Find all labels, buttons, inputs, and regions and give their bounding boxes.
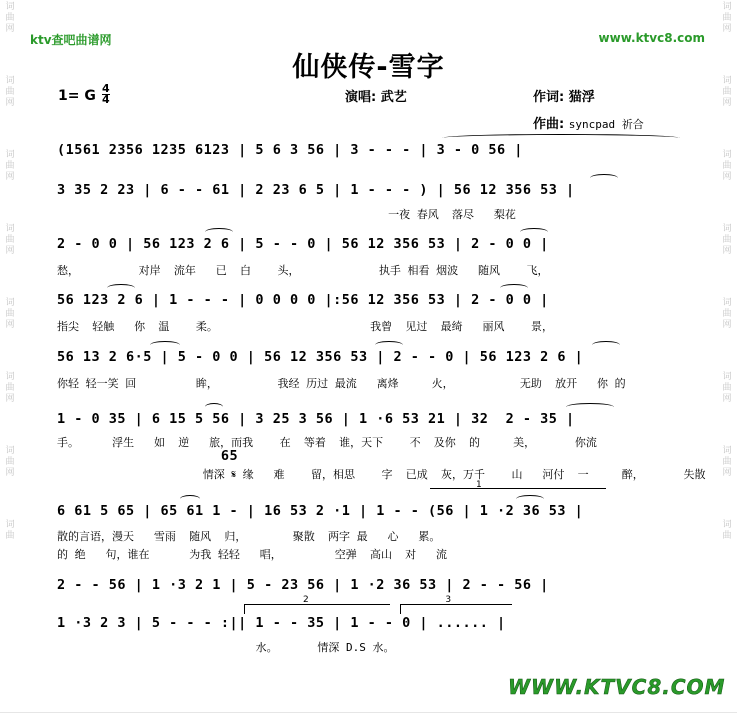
lyric-row-3: 愁， 对岸 流年 已 白 头， 执手 相看 烟波 随风 飞， — [57, 264, 549, 277]
score-row-5: 56 13 2 6·5 | 5 - 0 0 | 56 12 356 53 | 2 - - 0 | 56 123 2 6 | — [57, 349, 584, 365]
side-watermark-char: 词 — [722, 2, 732, 12]
side-watermark-char: 网 — [722, 468, 732, 478]
score-row-6b: 65 — [57, 448, 239, 464]
side-watermark-char: 曲 — [722, 13, 732, 23]
side-watermark-char: 词 — [5, 2, 15, 12]
side-watermark-char: 曲 — [722, 87, 732, 97]
score-row-6: 1 - 0 35 | 6 15 5 56 | 3 25 3 56 | 1 ·6 53 21 | 32 2 - 35 | — [57, 411, 575, 427]
score-row-9: 1 ·3 2 3 | 5 - - - :|| 1 - - 35 | 1 - - 0 | ...... | — [57, 615, 506, 631]
side-watermark-char: 网 — [5, 24, 15, 34]
score-row-7: 6 61 5 65 | 65 61 1 - | 16 53 2 ·1 | 1 - - (56 | 1 ·2 36 53 | — [57, 503, 584, 519]
side-watermark-char: 网 — [5, 320, 15, 330]
side-watermark-char: 词 — [722, 520, 732, 530]
side-watermark-char: 曲 — [722, 161, 732, 171]
tie-arc — [520, 228, 548, 236]
volta-label-3: 3 — [445, 595, 452, 605]
side-watermark-char: 网 — [5, 172, 15, 182]
side-watermark-char: 词 — [5, 298, 15, 308]
volta-bracket-2 — [244, 595, 390, 614]
side-watermark-char: 词 — [722, 150, 732, 160]
time-denominator: 4 — [102, 93, 110, 106]
volta-label-1: 1 — [476, 480, 482, 490]
tie-arc — [150, 341, 180, 349]
lyric-row-7b: 的 绝 句，谁在 为我 轻轻 唱， 空弹 高山 对 流 — [57, 548, 448, 561]
phrase-line — [430, 488, 606, 489]
side-watermark-char: 曲 — [5, 531, 15, 541]
side-watermark-char: 曲 — [722, 309, 732, 319]
side-watermark-left — [2, 0, 18, 721]
singer-credit: 演唱: 武艺 — [345, 90, 407, 105]
lyric-row-9: 水。 情深 D.S 水。 — [57, 641, 395, 654]
key-signature: 1= G — [58, 88, 96, 104]
lyric-row-4: 指尖 轻触 你 温 柔。 我曾 见过 最绮 丽风 景， — [57, 320, 554, 333]
side-watermark-char: 词 — [722, 446, 732, 456]
side-watermark-char: 网 — [5, 468, 15, 478]
tie-arc — [180, 495, 200, 503]
side-watermark-char: 网 — [722, 394, 732, 404]
bottom-watermark: WWW.KTVC8.COM — [508, 675, 726, 699]
site-name-left[interactable]: ktv查吧曲谱网 — [30, 33, 112, 47]
side-watermark-char: 曲 — [722, 531, 732, 541]
score-row-1: (1561 2356 1235 6123 | 5 6 3 56 | 3 - - - | 3 - 0 56 | — [57, 142, 523, 158]
side-watermark-char: 网 — [5, 394, 15, 404]
tie-arc — [442, 134, 680, 142]
side-watermark-char: 网 — [5, 98, 15, 108]
volta-label-2: 2 — [303, 595, 309, 605]
tie-arc — [205, 228, 233, 236]
tie-arc — [592, 341, 620, 349]
volta-bracket-3 — [400, 595, 512, 614]
side-watermark-char: 词 — [5, 520, 15, 530]
side-watermark-char: 网 — [722, 320, 732, 330]
side-watermark-char: 曲 — [722, 235, 732, 245]
tie-arc — [500, 284, 528, 292]
side-watermark-char: 词 — [5, 224, 15, 234]
side-watermark-char: 词 — [5, 76, 15, 86]
side-watermark-char: 词 — [722, 372, 732, 382]
lyric-row-7: 散的言语，漫天 雪雨 随风 归， 聚散 两字 最 心 累。 — [57, 530, 441, 543]
tie-arc — [590, 174, 618, 182]
side-watermark-char: 词 — [5, 150, 15, 160]
score-row-4: 56 123 2 6 | 1 - - - | 0 0 0 0 |:56 12 356 53 | 2 - 0 0 | — [57, 292, 549, 308]
side-watermark-char: 曲 — [5, 87, 15, 97]
tie-arc — [566, 403, 614, 411]
side-watermark-char: 网 — [722, 98, 732, 108]
score-row-8: 2 - - 56 | 1 ·3 2 1 | 5 - 23 56 | 1 ·2 36 53 | 2 - - 56 | — [57, 577, 549, 593]
tie-arc — [516, 495, 544, 503]
side-watermark-right — [719, 0, 735, 721]
lyric-row-6: 手。 浮生 如 逆 旅，而我 在 等着 谁，天下 不 及你 的 美， 你流 — [57, 436, 597, 449]
score-row-3: 2 - 0 0 | 56 123 2 6 | 5 - - 0 | 56 12 356 53 | 2 - 0 0 | — [57, 236, 549, 252]
side-watermark-char: 词 — [722, 76, 732, 86]
song-title: 仙侠传-雪字 — [292, 52, 445, 83]
bottom-divider — [0, 712, 737, 713]
lyric-row-6b: 情深 𝄋 缘 难 留，相思 字 已成 灰，万千 山 河付 一 醉， 失散 — [57, 468, 706, 481]
tie-arc — [375, 341, 403, 349]
composer-name: syncpad 祈合 — [568, 118, 644, 131]
side-watermark-char: 曲 — [5, 235, 15, 245]
side-watermark-char: 曲 — [5, 383, 15, 393]
side-watermark-char: 曲 — [5, 309, 15, 319]
side-watermark-char: 曲 — [5, 13, 15, 23]
tie-arc — [107, 284, 135, 292]
side-watermark-char: 词 — [722, 224, 732, 234]
lyric-row-5: 你轻 轻一笑 回 眸， 我经 历过 最流 离烽 火， 无助 放开 你 的 — [57, 377, 626, 390]
time-signature — [102, 84, 110, 105]
side-watermark-char: 曲 — [722, 457, 732, 467]
tie-arc — [205, 403, 223, 411]
site-url-right[interactable]: www.ktvc8.com — [598, 31, 705, 45]
side-watermark-char: 词 — [722, 298, 732, 308]
side-watermark-char: 词 — [5, 372, 15, 382]
side-watermark-char: 网 — [722, 246, 732, 256]
lyricist-credit: 作词: 猫浮 — [533, 90, 595, 105]
composer-label: 作曲: — [533, 117, 569, 132]
composer-credit — [533, 113, 644, 132]
side-watermark-char: 曲 — [5, 457, 15, 467]
side-watermark-char: 网 — [722, 172, 732, 182]
time-numerator: 4 — [102, 82, 110, 95]
lyric-row-2: 一夜 春风 落尽 梨花 — [57, 208, 516, 221]
side-watermark-char: 曲 — [5, 161, 15, 171]
side-watermark-char: 词 — [5, 446, 15, 456]
side-watermark-char: 曲 — [722, 383, 732, 393]
side-watermark-char: 网 — [722, 24, 732, 34]
side-watermark-char: 网 — [5, 246, 15, 256]
score-row-2: 3 35 2 23 | 6 - - 61 | 2 23 6 5 | 1 - - - ) | 56 12 356 53 | — [57, 182, 575, 198]
